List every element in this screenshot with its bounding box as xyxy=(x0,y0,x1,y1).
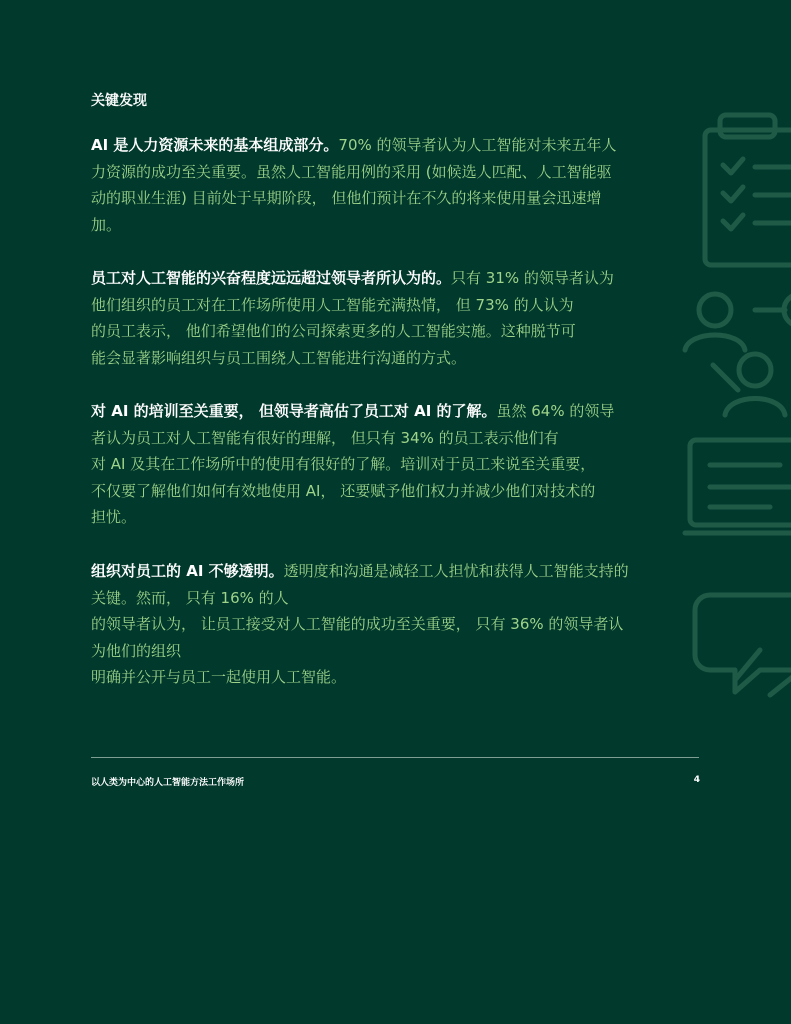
footer-divider xyxy=(91,757,699,758)
finding-text: 的员工表示， 他们希望他们的公司探索更多的人工智能实施。这种脱节可 xyxy=(91,322,576,340)
footer-title: 以人类为中心的人工智能方法工作场所 xyxy=(91,778,245,788)
finding-text: 关键。然而， 只有 16% 的人 xyxy=(91,588,289,607)
finding-text: 只有 31% 的领导者认为 xyxy=(451,269,614,287)
finding-lead: AI 是人力资源未来的基本组成部分。 xyxy=(91,136,339,154)
section-label: 关键发现 xyxy=(91,93,147,109)
checklist-icon xyxy=(705,115,791,265)
document-icon xyxy=(685,440,791,533)
finding-text: 为他们的组织 xyxy=(91,641,182,660)
finding-text: 对 AI 及其在工作场所中的使用有很好的了解。培训对于员工来说至关重要， xyxy=(91,455,596,473)
finding-text: 70% 的领导者认为人工智能对未来五年人 xyxy=(338,136,617,154)
finding-text: 动的职业生涯) 目前处于早期阶段， 但他们预计在不久的将来使用量会迅速增 xyxy=(91,189,602,207)
page-number: 4 xyxy=(693,775,700,785)
finding-text: 力资源的成功至关重要。虽然人工智能用例的采用 (如候选人匹配、人工智能驱 xyxy=(91,162,612,181)
finding-lead: 对 AI 的培训至关重要， 但领导者高估了员工对 AI 的了解。 xyxy=(91,402,497,420)
finding-text: 的领导者认为， 让员工接受对人工智能的成功至关重要， 只有 36% 的领导者认 xyxy=(91,615,624,633)
finding-text: 担忧。 xyxy=(91,508,137,526)
finding-text: 透明度和沟通是减轻工人担忧和获得人工智能支持的 xyxy=(283,562,629,580)
finding-paragraph xyxy=(91,398,695,531)
chat-bubble-icon xyxy=(695,595,791,695)
finding-text: 加。 xyxy=(91,215,122,234)
finding-lead: 员工对人工智能的兴奋程度远远超过领导者所认为的。 xyxy=(91,269,452,287)
finding-paragraph xyxy=(91,265,695,371)
finding-paragraph xyxy=(91,132,695,238)
finding-text: 者认为员工对人工智能有很好的理解， 但只有 34% 的员工表示他们有 xyxy=(91,428,559,447)
finding-lead: 组织对员工的 AI 不够透明。 xyxy=(91,562,284,580)
people-network-icon xyxy=(685,294,791,415)
finding-text: 明确并公开与员工一起使用人工智能。 xyxy=(91,668,347,686)
finding-text: 他们组织的员工对在工作场所使用人工智能充满热情， 但 73% 的人认为 xyxy=(91,295,574,314)
finding-text: 不仅要了解他们如何有效地使用 AI， 还要赋予他们权力并减少他们对技术的 xyxy=(91,481,596,500)
finding-text: 虽然 64% 的领导 xyxy=(496,402,615,420)
finding-paragraph xyxy=(91,558,695,691)
finding-text: 能会显著影响组织与员工围绕人工智能进行沟通的方式。 xyxy=(91,348,467,367)
